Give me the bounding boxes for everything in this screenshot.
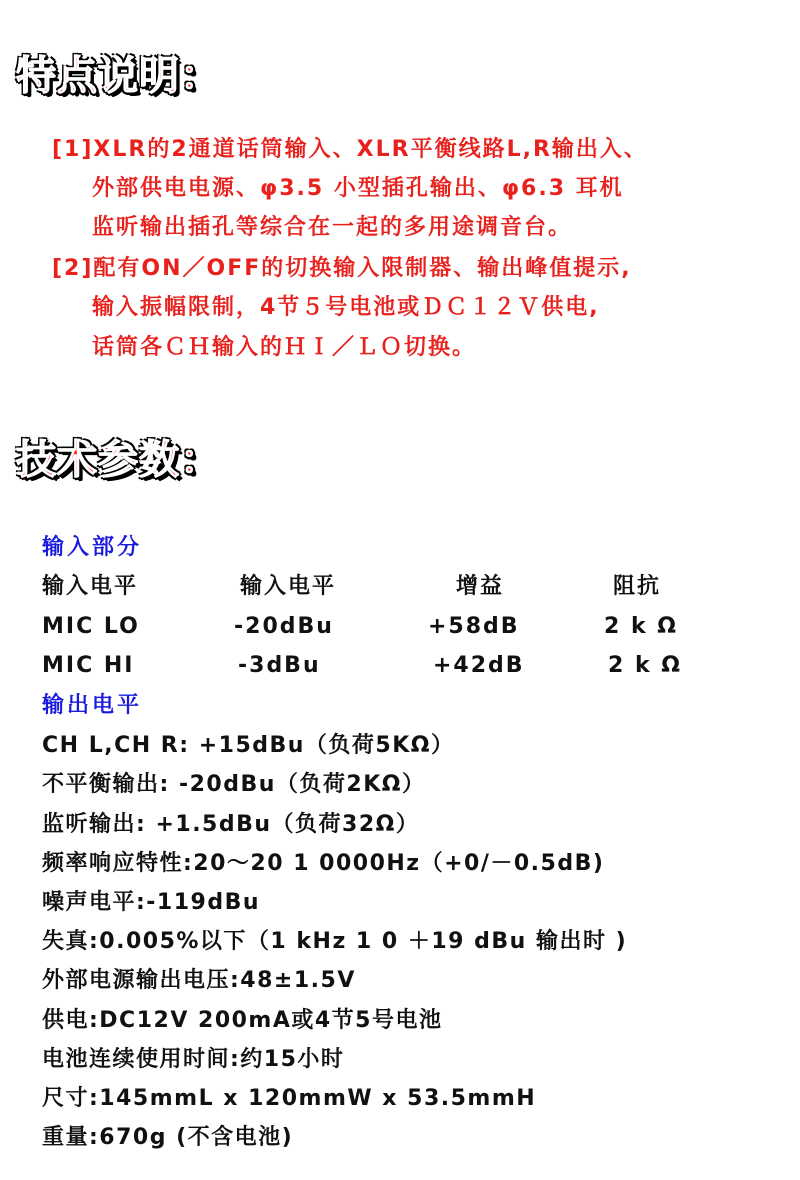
table-cell: 2 k Ω xyxy=(608,653,682,678)
feature-line: 外部供电电源、φ3.5 小型插孔输出、φ6.3 耳机 xyxy=(92,176,624,201)
spec-line: 电池连续使用时间:约15小时 xyxy=(42,1047,345,1072)
table-cell: +58dB xyxy=(428,614,520,639)
spec-line: 供电:DC12V 200mA或4节5号电池 xyxy=(42,1008,443,1033)
output-section-label: 输出电平 xyxy=(42,693,143,718)
feature-line: 话筒各ＣＨ输入的ＨＩ／ＬＯ切换。 xyxy=(92,335,477,360)
spec-line: 噪声电平:-119dBu xyxy=(42,890,261,915)
input-section-label: 输入部分 xyxy=(42,535,143,560)
table-header-cell: 增益 xyxy=(456,574,505,599)
spec-line: CH L,CH R: +15dBu（负荷5KΩ） xyxy=(42,733,455,758)
table-cell: -20dBu xyxy=(234,614,334,639)
specs-heading: 技术参数： xyxy=(16,437,221,483)
spec-line: 不平衡输出: -20dBu（负荷2KΩ） xyxy=(42,772,426,797)
table-cell: -3dBu xyxy=(238,653,321,678)
features-heading: 特点说明： xyxy=(16,53,221,99)
spec-line: 尺寸:145mmL x 120mmW x 53.5mmH xyxy=(42,1086,537,1111)
feature-line: 监听输出插孔等综合在一起的多用途调音台。 xyxy=(92,215,573,240)
feature-line: [1]XLR的2通道话筒输入、XLR平衡线路L,R输出入、 xyxy=(52,137,648,162)
table-cell: MIC HI xyxy=(42,653,135,678)
table-header-cell: 输入电平 xyxy=(240,574,337,599)
feature-line: [2]配有ON／OFF的切换输入限制器、输出峰值提示, xyxy=(52,256,632,281)
table-header-cell: 阻抗 xyxy=(613,574,662,599)
feature-line: 输入振幅限制，4节５号电池或ＤＣ１２Ｖ供电, xyxy=(92,295,600,320)
spec-line: 重量:670g (不含电池) xyxy=(42,1125,294,1150)
table-cell: +42dB xyxy=(433,653,525,678)
spec-line: 频率响应特性:20～20 1 0000Hz（+0/－0.5dB) xyxy=(42,851,605,876)
spec-line: 外部电源输出电压:48±1.5V xyxy=(42,968,356,993)
spec-line: 监听输出: +1.5dBu（负荷32Ω） xyxy=(42,812,420,837)
table-cell: MIC LO xyxy=(42,614,140,639)
spec-line: 失真:0.005%以下（1 kHz 1 0 ＋19 dBu 输出时 ) xyxy=(42,929,628,954)
table-header-cell: 输入电平 xyxy=(42,574,139,599)
table-cell: 2 k Ω xyxy=(604,614,678,639)
